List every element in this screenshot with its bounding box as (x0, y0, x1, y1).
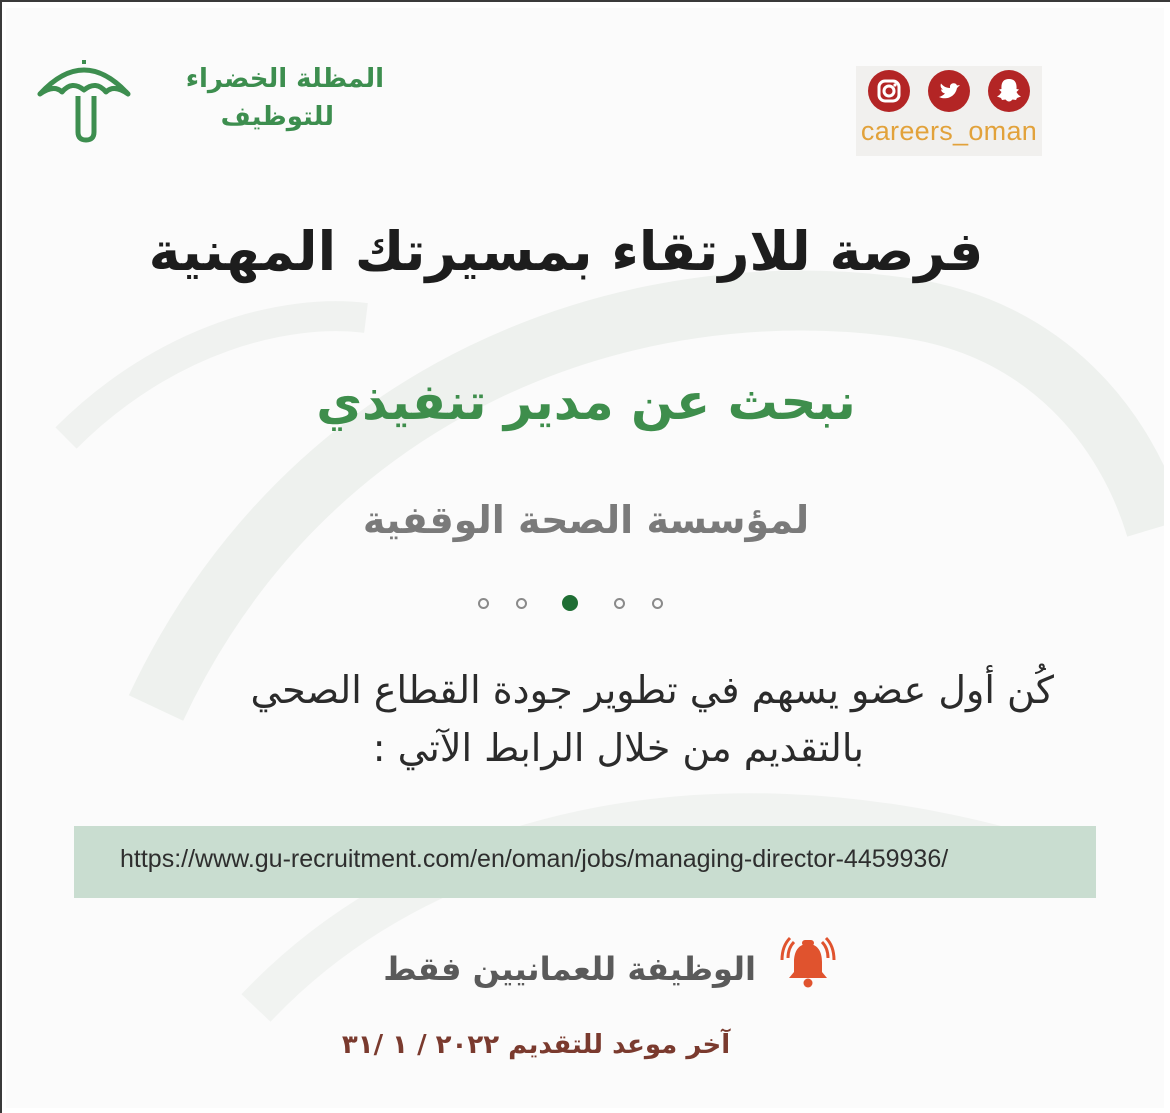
carousel-dots (466, 594, 686, 618)
application-link-box[interactable] (74, 826, 1096, 898)
application-link[interactable]: https://www.gu-recruitment.com/en/oman/jobs/managing-director-4459936/ (120, 845, 949, 873)
carousel-dot (478, 598, 489, 609)
job-position: نبحث عن مدير تنفيذي (316, 373, 856, 431)
snapchat-icon[interactable] (988, 70, 1030, 112)
call-to-action-line1: كُن أول عضو يسهم في تطوير جودة القطاع الصحي (250, 668, 1054, 712)
application-deadline: آخر موعد للتقديم ٢٠٢٢ / ١ /٣١ (341, 1030, 731, 1060)
watermark-swoosh (6, 8, 1164, 1108)
headline: فرصة للارتقاء بمسيرتك المهنية (148, 220, 984, 283)
alarm-bell-icon (778, 936, 838, 992)
job-ad-card (6, 8, 1164, 1108)
social-handle[interactable]: careers_oman (860, 116, 1038, 146)
organization-name: لمؤسسة الصحة الوقفية (362, 498, 810, 542)
carousel-dot (516, 598, 527, 609)
instagram-icon[interactable] (868, 70, 910, 112)
company-logo (34, 54, 394, 154)
carousel-dot (614, 598, 625, 609)
twitter-icon[interactable] (928, 70, 970, 112)
call-to-action-line2: بالتقديم من خلال الرابط الآتي : (372, 726, 864, 770)
carousel-dot-active (562, 595, 578, 611)
logo-name: المظلة الخضراء (185, 64, 384, 94)
carousel-dot (652, 598, 663, 609)
logo-tagline: للتوظيف (220, 102, 334, 132)
umbrella-icon (34, 54, 134, 144)
social-handles (856, 66, 1042, 156)
omani-only-notice: الوظيفة للعمانيين فقط (383, 950, 756, 988)
